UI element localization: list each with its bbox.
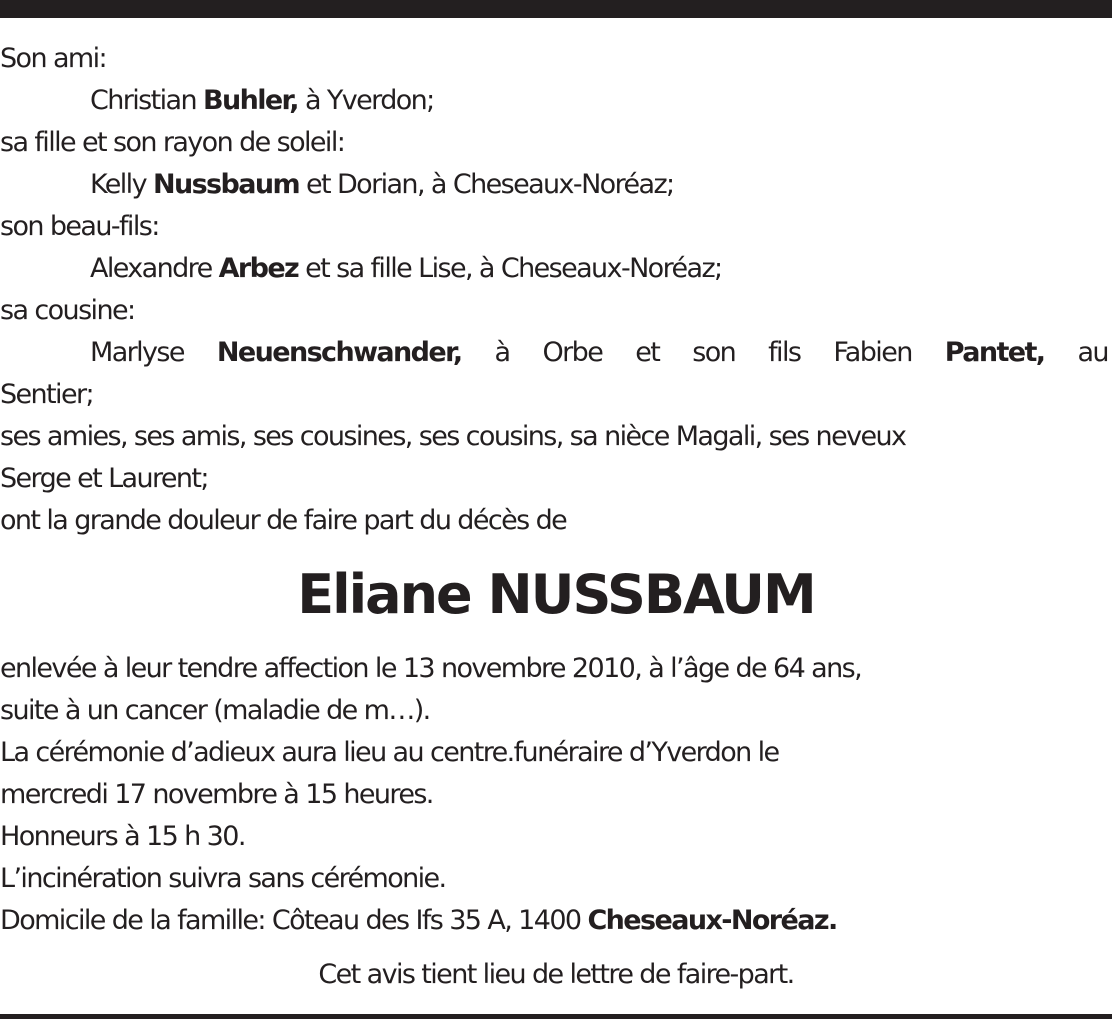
daughter-first-name: Kelly	[90, 169, 146, 200]
daughter-entry	[0, 164, 1112, 206]
cousin-continuation: Sentier;	[0, 379, 93, 410]
details-line-4: mercredi 17 novembre à 15 heures.	[0, 779, 433, 810]
daughter-label: sa fille et son rayon de soleil:	[0, 127, 345, 158]
daughter-rest: et Dorian, à Cheseaux-Noréaz;	[306, 169, 674, 200]
top-border	[0, 0, 1112, 18]
others-line-2: Serge et Laurent;	[0, 463, 208, 494]
domicile-town: Cheseaux-Noréaz.	[587, 905, 837, 936]
cousin-son-last-name: Pantet,	[944, 337, 1045, 368]
cousin-word: Orbe	[542, 337, 603, 368]
cousin-entry	[0, 332, 1108, 374]
daughter-last-name: Nussbaum	[152, 169, 300, 200]
friend-last-name: Buhler,	[202, 85, 298, 116]
cousin-word: au	[1077, 337, 1108, 368]
cousin-word: à	[494, 337, 510, 368]
stepson-first-name: Alexandre	[90, 253, 212, 284]
details-line-3: La cérémonie d’adieux aura lieu au centre.funéraire d’Yverdon le	[0, 737, 779, 768]
cousin-word: Fabien	[833, 337, 912, 368]
deceased-name: Eliane NUSSBAUM	[297, 563, 815, 626]
family-list	[0, 38, 1112, 542]
stepson-last-name: Arbez	[218, 253, 299, 284]
cousin-last-name: Neuenschwander,	[216, 337, 462, 368]
announcement: ont la grande douleur de faire part du décès de	[0, 505, 567, 536]
stepson-label: son beau-fils:	[0, 211, 159, 242]
bottom-border	[0, 1014, 1112, 1019]
domicile-address: Domicile de la famille: Côteau des Ifs 35 A, 1400	[0, 905, 581, 936]
details-line-7	[0, 900, 1112, 942]
friend-entry	[0, 80, 1112, 122]
footer-note: Cet avis tient lieu de lettre de faire-part.	[318, 959, 794, 990]
details-line-5: Honneurs à 15 h 30.	[0, 821, 245, 852]
cousin-label: sa cousine:	[0, 295, 135, 326]
stepson-entry	[0, 248, 1112, 290]
stepson-rest: et sa fille Lise, à Cheseaux-Noréaz;	[305, 253, 722, 284]
details-line-1: enlevée à leur tendre affection le 13 novembre 2010, à l’âge de 64 ans,	[0, 653, 862, 684]
details-line-2: suite à un cancer (maladie de m…).	[0, 695, 430, 726]
others-line-1: ses amies, ses amis, ses cousines, ses cousins, sa nièce Magali, ses neveux	[0, 421, 906, 452]
cousin-word: fils	[768, 337, 801, 368]
details	[0, 648, 1112, 942]
cousin-word: son	[692, 337, 736, 368]
details-line-6: L’incinération suivra sans cérémonie.	[0, 863, 446, 894]
friend-first-name: Christian	[90, 85, 196, 116]
friend-place: à Yverdon;	[304, 85, 434, 116]
friend-label: Son ami:	[0, 43, 106, 74]
cousin-word: et	[635, 337, 660, 368]
cousin-first-name: Marlyse	[90, 337, 184, 368]
